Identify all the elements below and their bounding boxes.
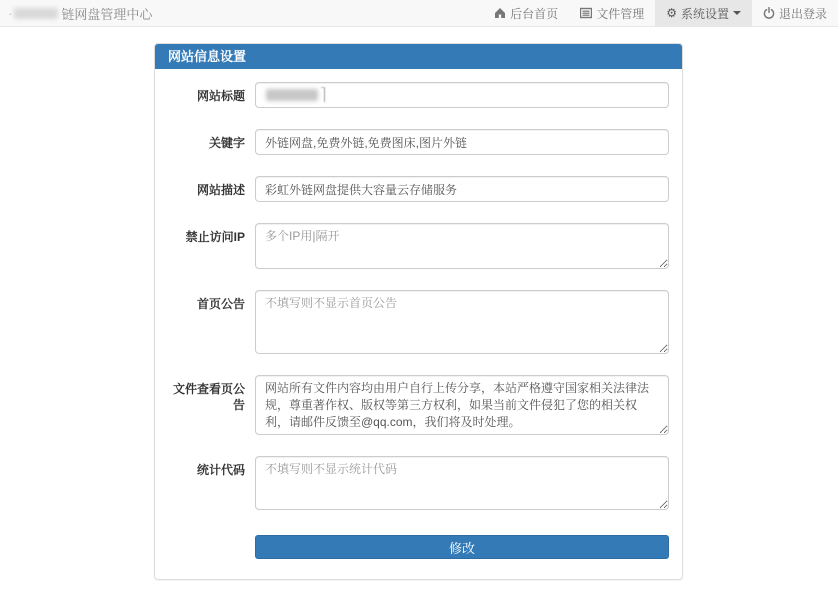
censored-brand-dot: · bbox=[8, 5, 13, 21]
nav-item-system-settings[interactable] bbox=[655, 0, 752, 26]
nav-item-logout[interactable] bbox=[752, 0, 838, 26]
site-description-input[interactable] bbox=[255, 176, 669, 202]
keywords-row bbox=[168, 129, 669, 155]
panel-body bbox=[155, 69, 682, 579]
home-icon bbox=[494, 7, 506, 19]
site-title-input[interactable] bbox=[255, 82, 669, 108]
submit-button[interactable]: 修改 bbox=[255, 535, 669, 559]
nav-item-admin-home[interactable] bbox=[483, 0, 569, 26]
stats-code-textarea[interactable] bbox=[255, 456, 669, 510]
home-announcement-control-col bbox=[255, 290, 669, 354]
banned-ip-row bbox=[168, 223, 669, 269]
stats-code-row bbox=[168, 456, 669, 510]
gear-icon: ⚙ bbox=[666, 6, 677, 20]
nav-item-label: 退出登录 bbox=[778, 6, 827, 21]
site-title-row bbox=[168, 82, 669, 108]
site-description-control-col bbox=[255, 176, 669, 202]
caret-down-icon bbox=[733, 11, 741, 15]
keywords-control-col bbox=[255, 129, 669, 155]
banned-ip-label: 禁止访问IP bbox=[185, 230, 245, 244]
site-description-label: 网站描述 bbox=[196, 183, 245, 197]
nav-item-label: 后台首页 bbox=[510, 6, 559, 21]
site-title-control-col bbox=[255, 82, 669, 108]
stats-code-control-col bbox=[255, 456, 669, 510]
panel-title: 网站信息设置 bbox=[155, 44, 682, 69]
nav-item-label: 系统设置 bbox=[680, 6, 729, 21]
site-info-settings-panel bbox=[154, 43, 683, 580]
power-icon bbox=[763, 7, 775, 19]
censored-brand-text bbox=[14, 8, 58, 19]
site-info-form bbox=[168, 82, 669, 510]
nav-item-label: 文件管理 bbox=[596, 6, 645, 21]
brand bbox=[0, 0, 152, 26]
keywords-input[interactable] bbox=[255, 129, 669, 155]
nav-item-file-management[interactable] bbox=[569, 0, 655, 26]
home-announcement-label: 首页公告 bbox=[196, 297, 245, 311]
site-title-label: 网站标题 bbox=[196, 89, 245, 103]
file-page-announcement-row bbox=[168, 375, 669, 435]
file-page-announcement-textarea[interactable] bbox=[255, 375, 669, 435]
navbar-menu bbox=[483, 0, 838, 26]
keywords-label: 关键字 bbox=[208, 136, 245, 150]
file-manage-icon bbox=[580, 7, 592, 19]
brand-text: 链网盘管理中心 bbox=[61, 6, 153, 22]
submit-row bbox=[168, 535, 669, 559]
site-description-row bbox=[168, 176, 669, 202]
home-announcement-textarea[interactable] bbox=[255, 290, 669, 354]
banned-ip-textarea[interactable] bbox=[255, 223, 669, 269]
stats-code-label: 统计代码 bbox=[196, 463, 245, 477]
file-page-announcement-label: 文件查看页公告 bbox=[172, 382, 245, 412]
file-page-announcement-control-col bbox=[255, 375, 669, 435]
home-announcement-row bbox=[168, 290, 669, 354]
top-navbar bbox=[0, 0, 838, 27]
banned-ip-control-col bbox=[255, 223, 669, 269]
